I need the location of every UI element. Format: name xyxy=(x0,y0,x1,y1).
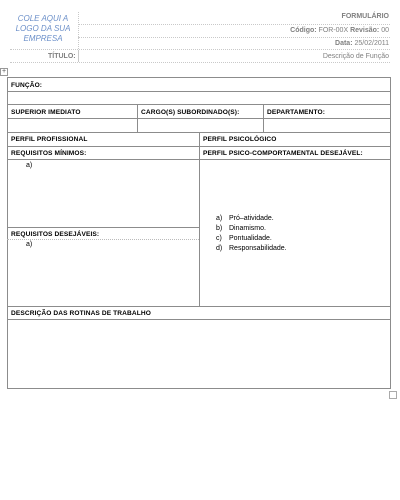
header-rule xyxy=(10,49,390,50)
column-divider xyxy=(199,132,200,306)
funcao-label: FUNÇÃO: xyxy=(11,82,43,89)
list-text: Pontualidade. xyxy=(229,235,272,242)
row-divider xyxy=(7,306,391,307)
departamento-field[interactable] xyxy=(264,119,390,131)
perfil-psicologico-label: PERFIL PSICOLÓGICO xyxy=(203,136,277,143)
funcao-field[interactable] xyxy=(8,92,390,104)
label-underline xyxy=(7,239,199,240)
departamento-label: DEPARTAMENTO: xyxy=(267,109,326,116)
list-text: Pró–atividade. xyxy=(229,215,274,222)
row-divider xyxy=(7,227,199,228)
list-marker: b) xyxy=(216,225,223,232)
list-marker: d) xyxy=(216,245,223,252)
revision-label: Revisão: xyxy=(350,27,380,34)
requisito-minimo-item[interactable]: a) xyxy=(26,162,33,169)
date-line xyxy=(335,40,389,47)
title-label: TÍTULO: xyxy=(48,53,76,60)
revision-value: 00 xyxy=(381,27,389,34)
requisitos-desejaveis-label: REQUISITOS DESEJÁVEIS: xyxy=(11,231,100,238)
row-divider xyxy=(7,104,391,105)
superior-field[interactable] xyxy=(8,119,136,131)
page-corner-marker xyxy=(389,391,397,399)
title-value: Descrição de Função xyxy=(322,53,389,60)
list-item[interactable] xyxy=(216,215,274,222)
header-rule xyxy=(78,24,390,25)
perfil-profissional-label: PERFIL PROFISSIONAL xyxy=(11,136,88,143)
rotinas-label: DESCRIÇÃO DAS ROTINAS DE TRABALHO xyxy=(11,310,151,317)
requisitos-minimos-label: REQUISITOS MÍNIMOS: xyxy=(11,150,87,157)
perfil-psico-label: PERFIL PSICO-COMPORTAMENTAL DESEJÁVEL: xyxy=(203,150,363,157)
list-text: Dinamismo. xyxy=(229,225,266,232)
superior-label: SUPERIOR IMEDIATO xyxy=(11,109,81,116)
date-value: 25/02/2011 xyxy=(354,40,389,47)
code-value: FOR-00X xyxy=(318,27,349,34)
form-type-label: FORMULÁRIO xyxy=(341,13,389,20)
list-text: Responsabilidade. xyxy=(229,245,287,252)
list-item[interactable] xyxy=(216,245,287,252)
cargos-label: CARGO(S) SUBORDINADO(S): xyxy=(141,109,240,116)
list-marker: c) xyxy=(216,235,222,242)
requisito-desejavel-item[interactable]: a) xyxy=(26,241,33,248)
list-marker: a) xyxy=(216,215,223,222)
logo-placeholder: COLE AQUI A LOGO DA SUA EMPRESA xyxy=(15,14,71,43)
table-move-handle[interactable]: + xyxy=(1,68,7,75)
header-rule xyxy=(78,37,390,38)
header-rule xyxy=(10,62,390,63)
rotinas-field[interactable] xyxy=(8,320,390,388)
cargos-field[interactable] xyxy=(138,119,262,131)
code-label: Código: xyxy=(290,27,317,34)
date-label: Data: xyxy=(335,40,353,47)
list-item[interactable] xyxy=(216,225,266,232)
header-divider xyxy=(78,50,79,62)
list-item[interactable] xyxy=(216,235,272,242)
code-revision-line xyxy=(290,27,389,34)
